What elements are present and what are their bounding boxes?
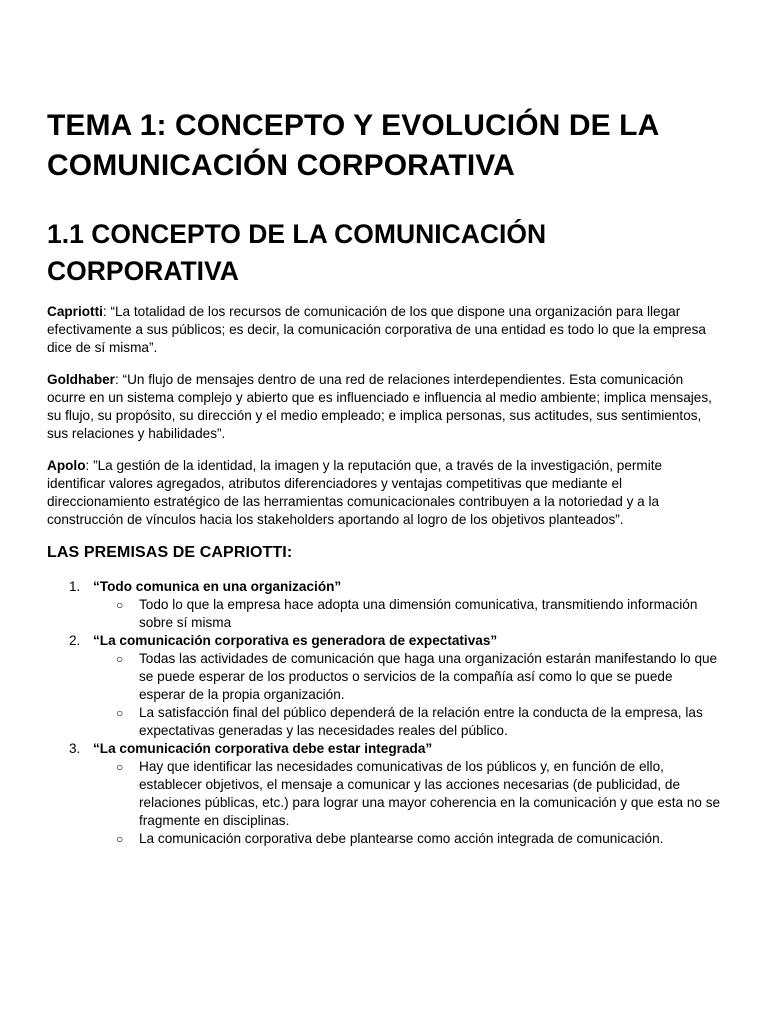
list-item-text: La comunicación corporativa debe plantearse como acción integrada de comunicación. (139, 831, 664, 846)
list-item-text: Hay que identificar las necesidades comunicativas de los públicos y, en función de ello, establecer objetivos, el mensaje a comunicar y las acciones necesarias (de publicidad, de relaciones públicas, etc.) para lograr una mayor coherencia en la comunicación y que esta no se fragmente en disciplinas. (139, 759, 721, 828)
premisa-item (47, 632, 722, 740)
premisa-sublist (93, 650, 722, 740)
list-item-text: Todo lo que la empresa hace adopta una dimensión comunicativa, transmitiendo información sobre sí misma (139, 597, 698, 630)
premisa-number: 3. (69, 741, 81, 756)
premisa-sublist (93, 596, 722, 632)
premisa-item (47, 578, 722, 632)
premisa-title: “Todo comunica en una organización” (93, 579, 342, 594)
premisa-sublist (93, 758, 722, 848)
quote-author: Goldhaber (47, 372, 115, 387)
document-title: TEMA 1: CONCEPTO Y EVOLUCIÓN DE LA COMUNICACIÓN CORPORATIVA (47, 109, 659, 182)
quote-text: : “Un flujo de mensajes dentro de una red de relaciones interdependientes. Esta comunicación ocurre en un sistema complejo y abierto que es influenciado e influencia al medio ambiente; implica mensajes, su flujo, su propósito, su dirección y el medio empleado; e implica personas, sus actitudes, sus sentimientos, sus relaciones y habilidades”. (47, 372, 712, 441)
premisas-heading: LAS PREMISAS DE CAPRIOTTI: (47, 544, 293, 561)
hollow-circle-bullet-icon: ○ (116, 760, 124, 774)
list-item-text: La satisfacción final del público dependerá de la relación entre la conducta de la empresa, las expectativas generadas y las necesidades reales del público. (139, 705, 703, 738)
hollow-circle-bullet-icon: ○ (116, 832, 124, 846)
premisa-title: “La comunicación corporativa debe estar integrada” (93, 741, 433, 756)
quote-text: : “La totalidad de los recursos de comunicación de los que dispone una organización para llegar efectivamente a sus públicos; es decir, la comunicación corporativa de una entidad es todo lo que la empresa dice de sí misma”. (47, 304, 706, 355)
quote-capriotti (47, 303, 722, 357)
hollow-circle-bullet-icon: ○ (116, 652, 124, 666)
list-item-text: Todas las actividades de comunicación que haga una organización estarán manifestando lo que se puede esperar de los productos o servicios de la compañía así como lo que se puede esperar de la propia organización. (139, 651, 718, 702)
quote-text: : ”La gestión de la identidad, la imagen y la reputación que, a través de la investigación, permite identificar valores agregados, atributos diferenciadores y ventajas competitivas que mediante el direccionamiento estratégico de las herramientas comunicacionales contribuyen a la notoriedad y a la construcción de vínculos hacia los stakeholders aportando al logro de los objetivos planteados”. (47, 458, 663, 527)
list-item (93, 596, 722, 632)
quote-author: Apolo (47, 458, 86, 473)
premisa-title: “La comunicación corporativa es generadora de expectativas” (93, 633, 498, 648)
quote-goldhaber (47, 371, 722, 443)
list-item (93, 650, 722, 704)
list-item (93, 830, 722, 848)
hollow-circle-bullet-icon: ○ (116, 706, 124, 720)
premisa-number: 1. (69, 579, 81, 594)
premisas-list (47, 578, 722, 848)
premisa-number: 2. (69, 633, 81, 648)
section-title: 1.1 CONCEPTO DE LA COMUNICACIÓN CORPORATIVA (47, 219, 547, 286)
quote-author: Capriotti (47, 304, 103, 319)
premisa-item (47, 740, 722, 848)
quote-apolo (47, 457, 722, 529)
list-item (93, 758, 722, 830)
list-item (93, 704, 722, 740)
hollow-circle-bullet-icon: ○ (116, 598, 124, 612)
